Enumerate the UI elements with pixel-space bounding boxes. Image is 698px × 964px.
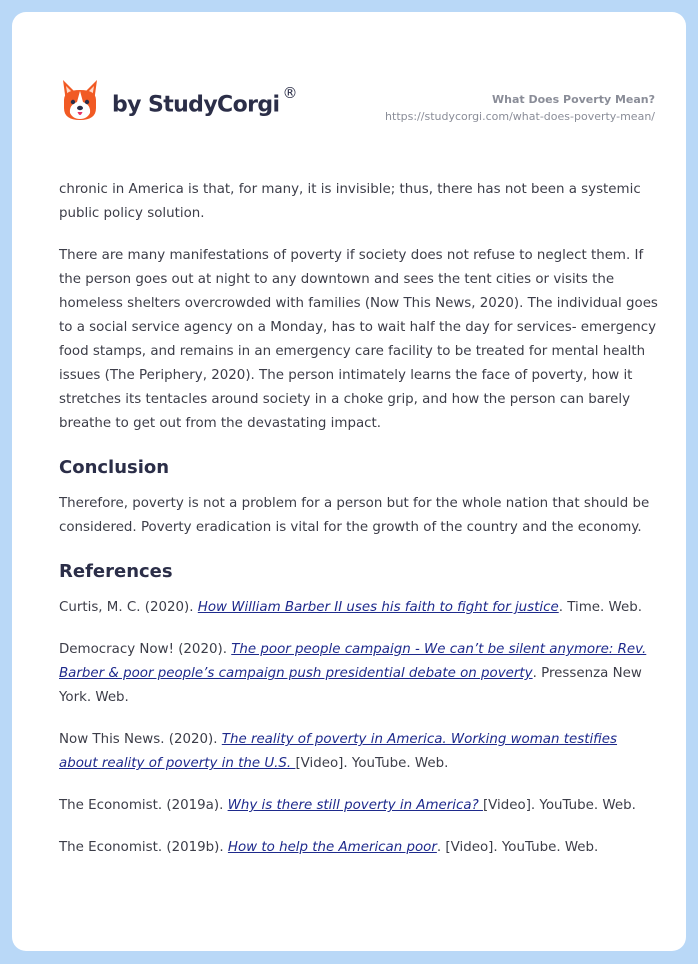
reference-prefix: The Economist. (2019a).: [59, 798, 228, 813]
corgi-icon: [60, 78, 100, 124]
reference-suffix: [Video]. YouTube. Web.: [295, 756, 449, 771]
registered-mark: ®: [282, 83, 297, 102]
reference-prefix: Democracy Now! (2020).: [59, 642, 232, 657]
reference-suffix: . Time. Web.: [558, 600, 642, 615]
reference-prefix: Curtis, M. C. (2020).: [59, 600, 198, 615]
document-title: What Does Poverty Mean?: [492, 93, 655, 106]
reference-suffix: . Pressenza New York. Web.: [59, 666, 642, 705]
reference-link[interactable]: How to help the American poor: [227, 840, 437, 855]
reference-link[interactable]: How William Barber II uses his faith to fight for justice: [197, 600, 559, 615]
conclusion-paragraph: Therefore, poverty is not a problem for a person but for the whole nation that should be considered. Poverty eradication is vital for the growth of the country and the economy.: [59, 496, 650, 535]
conclusion-heading: Conclusion: [59, 457, 170, 478]
reference-item: [59, 596, 659, 620]
reference-item: [59, 794, 659, 818]
document-card: [12, 12, 686, 951]
paragraph: There are many manifestations of poverty if society does not refuse to neglect them. If the person goes out at night to any downtown and sees the tent cities or visits the homeless shelters overcrowded with families (Now This News, 2020). The individual goes to a social service agency on a Monday, has to wait half the day for services- emergency food stamps, and remains in an emergency care facility to be treated for mental health issues (The Periphery, 2020). The person intimately learns the face of poverty, how it stretches its tentacles around society in a choke grip, and how the person can barely breathe to get out from the devastating impact.: [59, 248, 658, 431]
reference-item: [59, 836, 659, 860]
references-heading: References: [59, 561, 173, 582]
article-body: [59, 178, 659, 878]
reference-suffix: . [Video]. YouTube. Web.: [436, 840, 599, 855]
reference-link[interactable]: The reality of poverty in America. Working woman testifies about reality of poverty in the U.S.: [59, 732, 618, 771]
reference-prefix: The Economist. (2019b).: [59, 840, 228, 855]
studycorgi-logo[interactable]: [60, 76, 297, 126]
reference-item: [59, 728, 659, 776]
document-meta: [385, 93, 655, 124]
reference-prefix: Now This News. (2020).: [59, 732, 222, 747]
reference-suffix: [Video]. YouTube. Web.: [482, 798, 636, 813]
paragraph: chronic in America is that, for many, it is invisible; thus, there has not been a systemic public policy solution.: [59, 182, 641, 221]
document-url[interactable]: https://studycorgi.com/what-does-poverty-mean/: [385, 110, 655, 123]
reference-item: [59, 638, 659, 710]
brand-name: [112, 83, 297, 118]
reference-link[interactable]: The poor people campaign - We can’t be silent anymore: Rev. Barber & poor people’s campaign push presidential debate on poverty: [59, 642, 647, 681]
brand-text: by StudyCorgi: [112, 92, 280, 118]
reference-link[interactable]: Why is there still poverty in America?: [227, 798, 483, 813]
